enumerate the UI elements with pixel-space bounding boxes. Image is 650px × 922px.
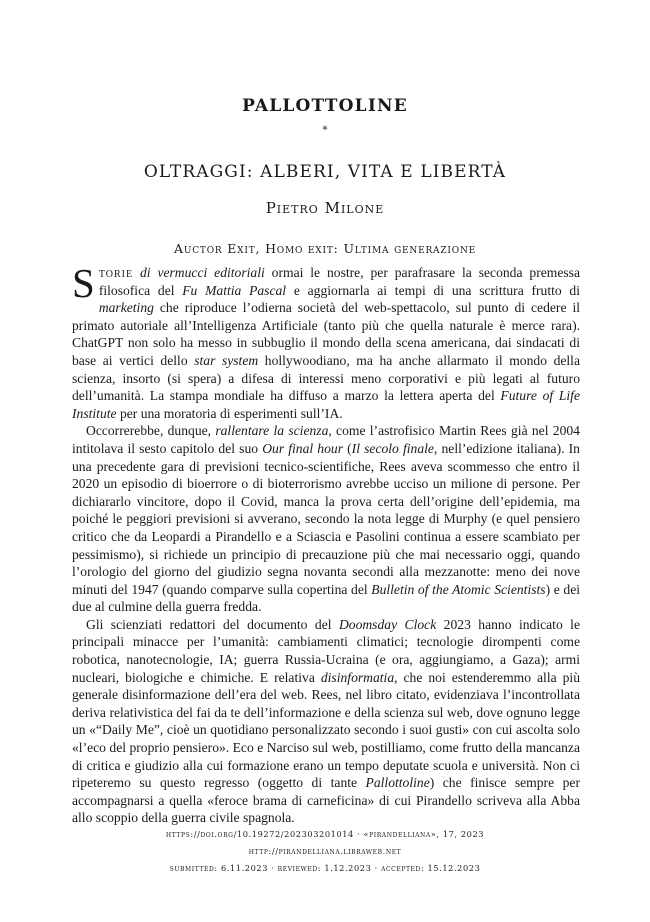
italic-text: star system <box>194 352 259 368</box>
article-title: OLTRAGGI: ALBERI, VITA E LIBERTÀ <box>143 162 507 182</box>
text-run: , nell’edizione italiana). In una precedente gara di previsioni tecnico-scientifiche, Rees aveva scommesso che entro il 2020 un episodio di bioerrore o di bioterrorismo avrebbe ucciso un milione di persone. Per dichiararlo vincitore, dopo il Covid, manca la prova certa dell’origine dell’epidemia, ma poiché le peggiori previsioni si avverano, secondo la nota legge di Murphy (e quel pensiero critico che da Leopardi a Pirandello e a Sciascia e Pasolini continua a essere scambiato per pessimismo), si richiede un principio di precauzione più che mai necessario oggi, quando l’orologio del giorno del giudizio segna novanta secondi alla mezzanotte: meno dei nove minuti del 1947 (quando comparve sulla copertina del <box>72 440 580 597</box>
author-name: Pietro Milone <box>265 199 385 217</box>
paragraph-1 <box>72 260 580 422</box>
text-run: , che noi estenderemmo alla più generale disinformazione dell’era del web. Rees, nel libro citato, evidenziava l’incontrollata deriva relativistica del fai da te dell’informazione e della scienza sul web, dove ognuno legge un «“Daily Me”, cioè un quotidiano personalizzato secondo i suoi gusti» con cui ascolta solo «l’eco del proprio pensiero». Eco e Narciso sul web, postilliamo, come frutto della mancanza di critica e giudizio alla cui formazione erano un tempo deputate scuola e università. Non ci ripeteremo su questo regresso (oggetto di tante <box>72 669 580 791</box>
journal-url: http://pirandelliana.libraweb.net <box>248 846 402 856</box>
text-run: per una moratoria di esperimenti sull’IA. <box>116 405 343 421</box>
page-footer <box>0 826 650 877</box>
italic-text: Our final hour <box>262 440 343 456</box>
paragraph-3 <box>72 616 580 827</box>
italic-text: Future of Life Institute <box>72 388 580 421</box>
italic-text: Il secolo finale <box>351 440 434 456</box>
subsection-title: Auctor Exit, Homo exit: Ultima generazione <box>174 241 476 256</box>
italic-text: rallentare la scienza <box>215 423 329 439</box>
italic-text: marketing <box>98 300 154 316</box>
title-separator: * <box>322 125 328 136</box>
text-run: ( <box>343 440 352 456</box>
doi-line: https://doi.org/10.19272/202303201014 · «pirandelliana», 17, 2023 <box>165 829 485 839</box>
text-run: 2023 hanno indicato le principali minacce per l’umanità: cambiamenti climatici; tecnologie dirompenti come robotica, nanotecnologie, IA; guerra Russia-Ucraina (e ora, aggiungiamo, a Gaza); armi nucleari, biologiche e chimiche. E relativa <box>72 616 580 685</box>
text-run: Gli scienziati redattori del documento del <box>86 616 339 632</box>
section-title: PALLOTTOLINE <box>242 96 408 116</box>
text-run: ) e dei due al culmine della guerra fredda. <box>72 581 581 615</box>
submission-dates: submitted: 6.11.2023 · reviewed: 1.12.2023 · accepted: 15.12.2023 <box>169 863 481 873</box>
text-run: , come l’astrofisico Martin Rees già nel 2004 intitolava il sesto capitolo del suo <box>72 423 580 456</box>
text-run: ) che finisce sempre per accompagnarsi a quella «feroce brama di carneficina» di cui Pirandello scriveva alla Abba allo scoppio della guerra civile spagnola. <box>72 775 580 826</box>
text-run: ormai le nostre, per parafrasare la seconda premessa filosofica del <box>98 265 580 298</box>
text-run: hollywoodiano, ma ha anche allarmato il mondo della scienza, insorto (si spera) a difesa di interessi meno corporativi e più legati al futuro dell’umanità. La stampa mondiale ha diffuso a marzo la lettera aperta del <box>72 352 580 404</box>
italic-text: di vermucci editoriali <box>133 265 265 280</box>
lead-in-word: torie <box>98 265 134 280</box>
text-run: Occorrerebbe, dunque, <box>86 423 216 439</box>
italic-text: Bulletin of the Atomic Scientists <box>371 581 546 597</box>
article-body <box>72 260 581 827</box>
italic-text: Fu Mattia Pascal <box>182 282 287 298</box>
text-run: e aggiornarla ai tempi di una scrittura frutto di <box>286 282 580 298</box>
drop-cap: S <box>72 260 95 306</box>
paragraph-2 <box>72 422 580 616</box>
italic-text: disinformatia <box>320 669 395 685</box>
italic-text: Doomsday Clock <box>338 616 437 632</box>
text-run: che riproduce l’odierna società del web-spettacolo, sul punto di cedere il primato autoriale all’Intelligenza Artificiale (tanto più che quella naturale è merce rara). ChatGPT non solo ha messo in subbuglio il mondo della scena americana, dai sindacati di base ai vertici dello <box>72 300 580 368</box>
article-header <box>0 96 650 257</box>
italic-text: Pallottoline <box>365 775 430 791</box>
